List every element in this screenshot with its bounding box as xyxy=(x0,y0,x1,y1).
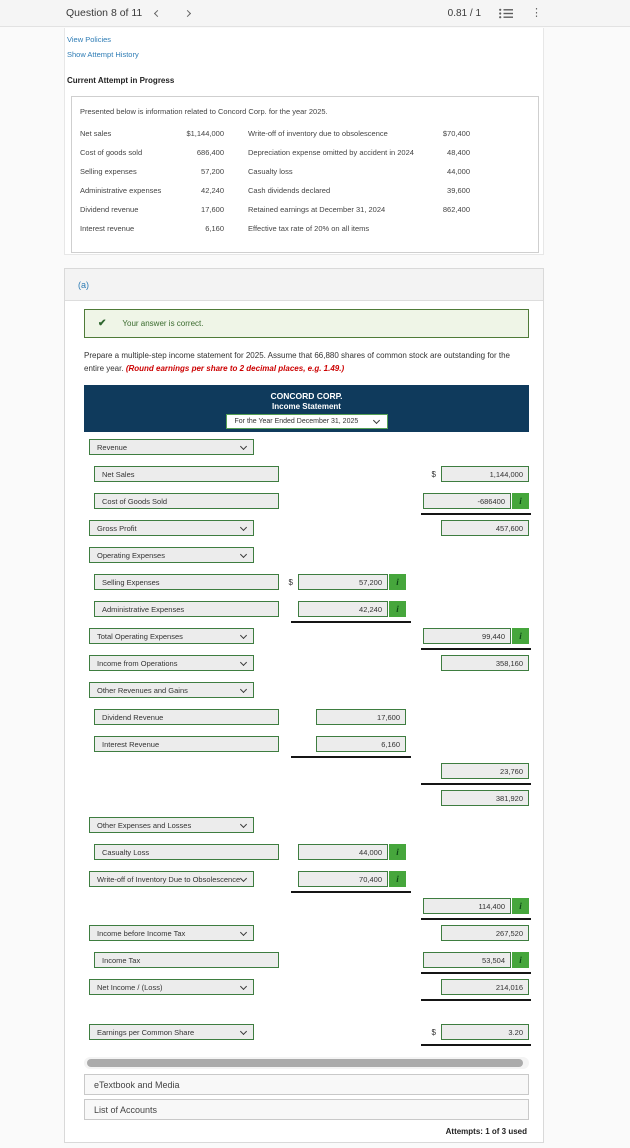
problem-right-value: $70,400 xyxy=(442,129,470,138)
problem-left-value: 17,600 xyxy=(201,205,224,214)
amount-input[interactable]: 53,504 xyxy=(423,952,511,968)
dollar-sign: $ xyxy=(431,469,436,479)
account-label: Total Operating Expenses xyxy=(97,631,183,641)
next-question-button[interactable] xyxy=(172,3,202,23)
attempts-value: 1 of 3 used xyxy=(485,1127,527,1136)
sum-underline xyxy=(421,972,531,974)
problem-left-value: 57,200 xyxy=(201,167,224,176)
problem-data-table xyxy=(80,124,538,238)
problem-left-label: Cost of goods sold xyxy=(80,148,143,157)
sum-underline xyxy=(291,621,411,623)
income-statement-rows xyxy=(84,439,529,1051)
amount-cell xyxy=(316,736,406,752)
correct-answer-banner xyxy=(84,309,529,338)
amount-cell xyxy=(441,520,529,536)
statement-row xyxy=(84,709,529,736)
amount-cell xyxy=(316,709,406,725)
attempts-label: Attempts: xyxy=(445,1127,483,1136)
statement-row xyxy=(84,682,529,709)
problem-right-label: Write-off of inventory due to obsolescence xyxy=(248,129,388,138)
amount-cell xyxy=(298,844,406,860)
amount-cell xyxy=(298,871,406,887)
sum-underline xyxy=(421,783,531,785)
account-label: Interest Revenue xyxy=(102,739,160,749)
problem-right-label: Cash dividends declared xyxy=(248,186,331,195)
chevron-down-icon xyxy=(240,443,247,450)
statement-row xyxy=(84,979,529,1006)
problem-right-value: 44,000 xyxy=(447,167,470,176)
statement-row xyxy=(84,790,529,817)
account-label: Operating Expenses xyxy=(97,550,165,560)
account-label-select[interactable] xyxy=(89,925,254,941)
account-label-input[interactable] xyxy=(94,574,279,590)
account-label: Selling Expenses xyxy=(102,577,160,587)
score: 0.81 / 1 xyxy=(447,7,481,19)
statement-row xyxy=(84,574,529,601)
info-button[interactable]: i xyxy=(512,898,529,914)
amount-cell xyxy=(441,790,529,806)
amount-cell xyxy=(423,493,529,509)
amount-input[interactable]: 214,016 xyxy=(441,979,529,995)
account-label: Income Tax xyxy=(102,955,141,965)
amount-cell xyxy=(441,925,529,941)
statement-row xyxy=(84,628,529,655)
problem-right-value: 39,600 xyxy=(447,186,470,195)
amount-input[interactable]: 6,160 xyxy=(316,736,406,752)
chevron-down-icon xyxy=(372,417,379,424)
info-button[interactable]: i xyxy=(512,628,529,644)
problem-intro: Presented below is information related to Concord Corp. for the year 2025. xyxy=(80,107,328,116)
chevron-down-icon xyxy=(240,1028,247,1035)
instruction-text: Prepare a multiple-step income statement for 2025. Assume that 66,880 shares of common stock are outstanding for the entire year. xyxy=(84,351,511,373)
view-policies-link[interactable]: View Policies xyxy=(67,35,112,44)
section-a-header xyxy=(65,269,543,301)
amount-input[interactable]: 114,400 xyxy=(423,898,511,914)
statement-row xyxy=(84,763,529,790)
account-label-select[interactable] xyxy=(89,655,254,671)
amount-input[interactable]: -686400 xyxy=(423,493,511,509)
account-label-select[interactable] xyxy=(89,1024,254,1040)
account-label-input[interactable] xyxy=(94,601,279,617)
statement-row xyxy=(84,898,529,925)
problem-statement-box xyxy=(71,96,539,253)
account-label-select[interactable] xyxy=(89,520,254,536)
horizontal-scrollbar-thumb[interactable] xyxy=(87,1059,523,1067)
section-a-card xyxy=(64,268,544,1143)
attempts-status xyxy=(65,1127,527,1136)
account-label-input[interactable] xyxy=(94,709,279,725)
account-label-input[interactable] xyxy=(94,493,279,509)
account-label: Cost of Goods Sold xyxy=(102,496,168,506)
account-label: Write-off of Inventory Due to Obsolescence xyxy=(97,874,241,884)
chevron-down-icon xyxy=(240,524,247,531)
account-label: Other Expenses and Losses xyxy=(97,820,192,830)
info-button[interactable]: i xyxy=(512,952,529,968)
statement-row xyxy=(84,952,529,979)
chevron-right-icon xyxy=(184,9,191,16)
amount-input[interactable]: 1,144,000 xyxy=(441,466,529,482)
statement-row xyxy=(84,655,529,682)
chevron-down-icon xyxy=(240,929,247,936)
question-card xyxy=(64,28,544,255)
current-attempt-heading: Current Attempt in Progress xyxy=(67,76,175,85)
sum-underline xyxy=(421,999,531,1001)
statement-row xyxy=(84,493,529,520)
info-button[interactable]: i xyxy=(389,601,406,617)
amount-cell xyxy=(423,952,529,968)
amount-cell xyxy=(432,1024,529,1040)
amount-cell xyxy=(423,628,529,644)
problem-left-label: Interest revenue xyxy=(80,224,135,233)
statement-row xyxy=(84,844,529,871)
chevron-down-icon xyxy=(240,875,247,882)
account-label-select[interactable] xyxy=(89,547,254,563)
account-label: Income from Operations xyxy=(97,658,178,668)
statement-row xyxy=(84,520,529,547)
show-attempt-history-link[interactable]: Show Attempt History xyxy=(67,50,139,59)
list-of-accounts-accordion[interactable] xyxy=(84,1099,529,1120)
account-label: Casualty Loss xyxy=(102,847,150,857)
problem-left-label: Dividend revenue xyxy=(80,205,139,214)
account-label-select[interactable] xyxy=(89,817,254,833)
amount-cell xyxy=(423,898,529,914)
company-name: CONCORD CORP. xyxy=(270,391,343,401)
amount-input[interactable]: 381,920 xyxy=(441,790,529,806)
statement-row xyxy=(84,736,529,763)
horizontal-scrollbar xyxy=(84,1057,529,1069)
chevron-down-icon xyxy=(240,686,247,693)
topbar xyxy=(0,0,630,27)
statement-row xyxy=(84,925,529,952)
sum-underline xyxy=(421,918,531,920)
account-label-input[interactable] xyxy=(94,466,279,482)
account-label: Income before Income Tax xyxy=(97,928,186,938)
amount-input[interactable]: 17,600 xyxy=(316,709,406,725)
amount-input[interactable]: 57,200 xyxy=(298,574,388,590)
chevron-left-icon xyxy=(154,9,161,16)
amount-cell xyxy=(298,601,406,617)
statement-row xyxy=(84,466,529,493)
checkmark-icon: ✔ xyxy=(98,318,107,329)
sum-underline xyxy=(421,513,531,515)
chevron-down-icon xyxy=(240,632,247,639)
dollar-sign: $ xyxy=(288,577,293,587)
account-label: Earnings per Common Share xyxy=(97,1027,195,1037)
account-label: Dividend Revenue xyxy=(102,712,164,722)
problem-left-label: Net sales xyxy=(80,129,112,138)
statement-title: Income Statement xyxy=(272,402,341,411)
amount-cell xyxy=(432,466,529,482)
account-label-select[interactable] xyxy=(89,682,254,698)
problem-left-value: 42,240 xyxy=(201,186,224,195)
sum-underline xyxy=(421,648,531,650)
problem-left-label: Selling expenses xyxy=(80,167,137,176)
question-counter: Question 8 of 11 xyxy=(66,7,143,19)
problem-left-value: $1,144,000 xyxy=(186,129,224,138)
account-label-input[interactable] xyxy=(94,952,279,968)
amount-input[interactable]: 70,400 xyxy=(298,871,388,887)
tab-part-a[interactable]: (a) xyxy=(78,279,89,290)
statement-row xyxy=(84,817,529,844)
info-button[interactable]: i xyxy=(389,574,406,590)
account-label: Net Income / (Loss) xyxy=(97,982,163,992)
problem-right-label: Casualty loss xyxy=(248,167,293,176)
sum-underline xyxy=(291,891,411,893)
amount-input[interactable]: 267,520 xyxy=(441,925,529,941)
statement-row xyxy=(84,1024,529,1051)
chevron-down-icon xyxy=(240,821,247,828)
problem-right-label: Retained earnings at December 31, 2024 xyxy=(248,205,386,214)
amount-input[interactable]: 457,600 xyxy=(441,520,529,536)
list-of-accounts-label: List of Accounts xyxy=(94,1104,158,1115)
chevron-down-icon xyxy=(240,659,247,666)
instructions xyxy=(84,349,529,375)
problem-right-label: Depreciation expense omitted by accident in 2024 xyxy=(248,148,414,157)
problem-left-value: 686,400 xyxy=(196,148,224,157)
statement-header xyxy=(84,385,529,432)
chevron-down-icon xyxy=(240,551,247,558)
account-label: Administrative Expenses xyxy=(102,604,185,614)
info-button[interactable]: i xyxy=(389,844,406,860)
statement-row xyxy=(84,439,529,466)
account-label: Revenue xyxy=(97,442,128,452)
amount-input[interactable]: 23,760 xyxy=(441,763,529,779)
etextbook-accordion[interactable] xyxy=(84,1074,529,1095)
amount-input[interactable]: 3.20 xyxy=(441,1024,529,1040)
rounding-note: (Round earnings per share to 2 decimal places, e.g. 1.49.) xyxy=(125,364,345,373)
account-label-select[interactable] xyxy=(89,979,254,995)
problem-right-value: 862,400 xyxy=(442,205,470,214)
amount-cell xyxy=(441,655,529,671)
amount-input[interactable]: 99,440 xyxy=(423,628,511,644)
problem-left-value: 6,160 xyxy=(205,224,224,233)
prev-question-button[interactable] xyxy=(142,3,172,23)
account-label-select[interactable] xyxy=(89,871,254,887)
account-label-select[interactable] xyxy=(89,439,254,455)
problem-right-label: Effective tax rate of 20% on all items xyxy=(248,224,370,233)
amount-input[interactable]: 42,240 xyxy=(298,601,388,617)
amount-input[interactable]: 358,160 xyxy=(441,655,529,671)
amount-input[interactable]: 44,000 xyxy=(298,844,388,860)
banner-text: Your answer is correct. xyxy=(122,319,204,328)
amount-cell xyxy=(441,979,529,995)
account-label: Other Revenues and Gains xyxy=(97,685,188,695)
sum-underline xyxy=(291,756,411,758)
account-label-input[interactable] xyxy=(94,844,279,860)
sum-underline xyxy=(421,1044,531,1046)
kebab-menu-icon[interactable]: ⋮ xyxy=(531,6,542,19)
statement-row xyxy=(84,547,529,574)
statement-row xyxy=(84,601,529,628)
amount-cell xyxy=(441,763,529,779)
info-button[interactable]: i xyxy=(512,493,529,509)
info-button[interactable]: i xyxy=(389,871,406,887)
statement-row xyxy=(84,871,529,898)
account-label: Net Sales xyxy=(102,469,135,479)
account-label: Gross Profit xyxy=(97,523,137,533)
problem-left-label: Administrative expenses xyxy=(80,186,162,195)
problem-right-value: 48,400 xyxy=(447,148,470,157)
period-select-value: For the Year Ended December 31, 2025 xyxy=(234,418,359,425)
question-list-icon[interactable] xyxy=(499,8,513,19)
chevron-down-icon xyxy=(240,983,247,990)
period-select[interactable] xyxy=(226,414,388,429)
account-label-input[interactable] xyxy=(94,736,279,752)
amount-cell xyxy=(289,574,406,590)
etextbook-label: eTextbook and Media xyxy=(94,1079,180,1090)
account-label-select[interactable] xyxy=(89,628,254,644)
dollar-sign: $ xyxy=(431,1027,436,1037)
